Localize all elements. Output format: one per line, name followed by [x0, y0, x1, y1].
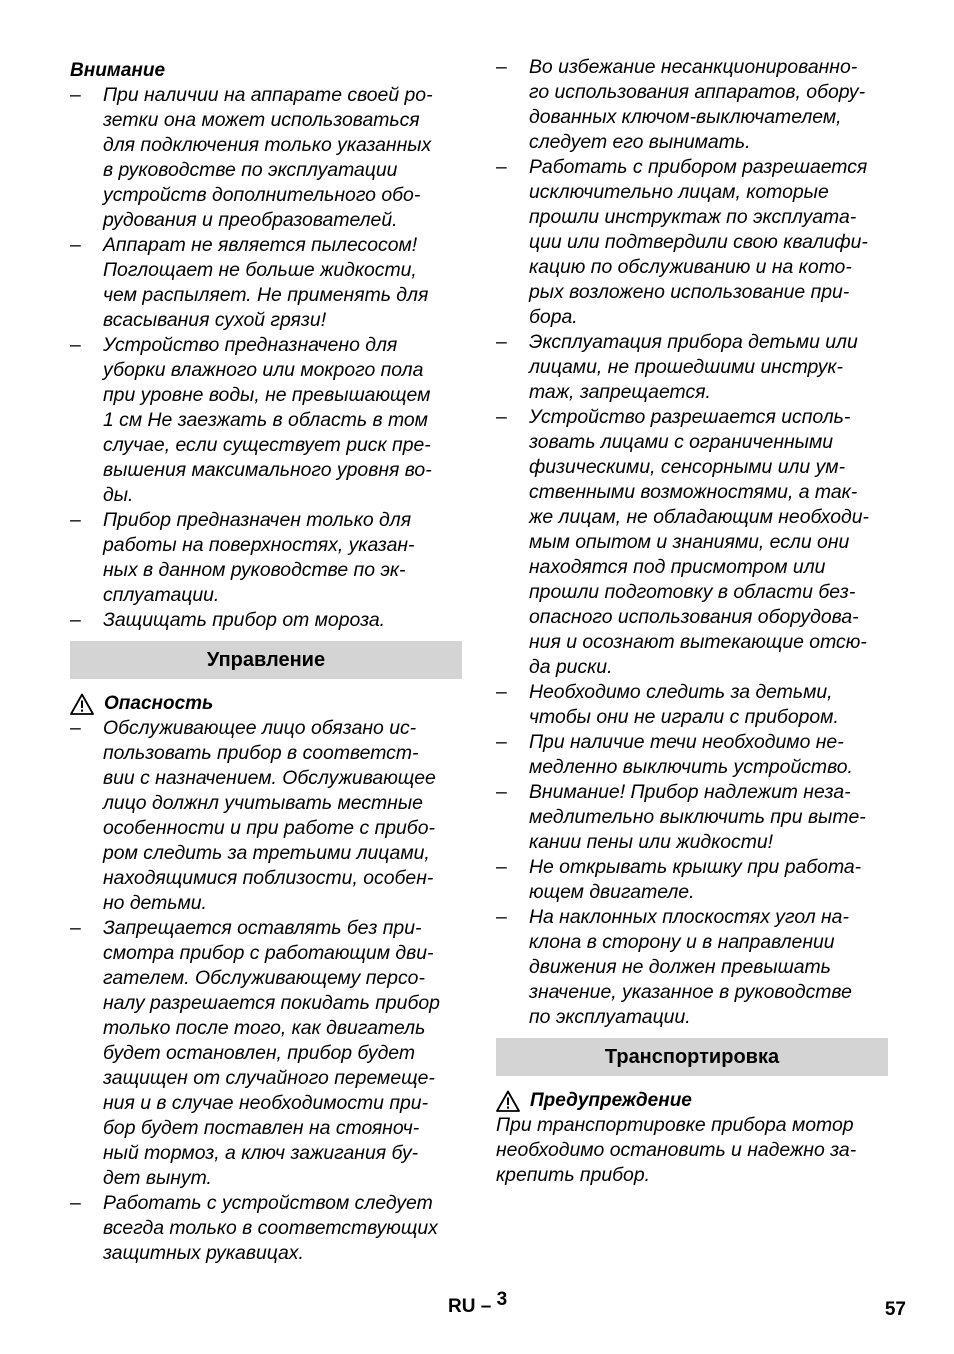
list-item-text: Защищать прибор от мороза. [103, 609, 386, 631]
list-item-text: Эксплуатация прибора детьми или лицами, не прошедшими инструк- таж, запрещается. [529, 331, 858, 403]
list-item [496, 905, 888, 1030]
dash-bullet: – [496, 906, 507, 928]
list-item-text: Устройство предназначено для уборки влажного или мокрого пола при уровне воды, не превышающем 1 см Не заезжать в область в том случае, если существует риск пре- вышения максимального уровня во- ды. [103, 334, 432, 506]
list-item [496, 680, 888, 730]
list-item [496, 855, 888, 905]
attention-heading: Внимание [70, 60, 166, 81]
footer-section-label [448, 1289, 508, 1318]
dash-bullet: – [496, 156, 507, 178]
dash-bullet: – [496, 781, 507, 803]
dash-bullet: – [70, 1192, 81, 1214]
warning-paragraph: При транспортировке прибора мотор необходимо остановить и надежно за- крепить прибор. [496, 1114, 857, 1186]
list-item [496, 730, 888, 780]
dash-bullet: – [496, 681, 507, 703]
list-item-text: При наличии на аппарате своей ро- зетки она может использоваться для подключения только указанных в руководстве по эксплуатации устройств дополнительного обо- рудования и преобразователей. [103, 84, 433, 231]
dash-bullet: – [496, 856, 507, 878]
list-item-text: Аппарат не является пылесосом! Поглощает не больше жидкости, чем распыляет. Не применять для всасывания сухой грязи! [103, 234, 429, 331]
list-item-text: Во избежание несанкционированно- го использования аппаратов, обору- дованных ключом-выключателем, следует его вынимать. [529, 56, 866, 153]
right-column [496, 55, 888, 1188]
list-item-text: Прибор предназначен только для работы на поверхностях, указан- ных в данном руководстве по эк- сплуатации. [103, 509, 415, 606]
footer-section-page: 3 [496, 1289, 508, 1310]
danger-heading-row [70, 691, 462, 716]
list-item [496, 55, 888, 155]
list-item [70, 1191, 462, 1266]
list-item-text: Работать с устройством следует всегда только в соответствующих защитных рукавицах. [103, 1192, 438, 1264]
dash-bullet: – [70, 609, 81, 631]
list-item [70, 333, 462, 508]
list-item-text: Внимание! Прибор надлежит неза- медлительно выключить при выте- кании пены или жидкости! [529, 781, 866, 853]
dash-bullet: – [496, 731, 507, 753]
footer-lang: RU – [448, 1296, 492, 1317]
warning-triangle-icon [70, 693, 94, 715]
list-item-text: На наклонных плоскостях угол на- клона в сторону и в направлении движения не должен превышать значение, указанное в руководстве по эксплуатации. [529, 906, 852, 1028]
dash-bullet: – [70, 84, 81, 106]
list-item [70, 716, 462, 916]
list-item [70, 233, 462, 333]
list-item-text: Не открывать крышку при работа- ющем двигателе. [529, 856, 862, 903]
list-item [496, 780, 888, 855]
list-item-text: Необходимо следить за детьми, чтобы они не играли с прибором. [529, 681, 839, 728]
section-heading-transport: Транспортировка [496, 1038, 888, 1076]
dash-bullet: – [70, 509, 81, 531]
warning-heading-row [496, 1088, 888, 1113]
list-item [496, 405, 888, 680]
dash-bullet: – [496, 406, 507, 428]
list-item [70, 508, 462, 608]
list-item-text: Работать с прибором разрешается исключительно лицам, которые прошли инструктаж по эксплуата- ции или подтвердили свою квалифи- кацию по обслуживанию и на кото- рых возложено использование при- бора. [529, 156, 868, 328]
list-item [70, 608, 462, 633]
dash-bullet: – [496, 56, 507, 78]
dash-bullet: – [70, 717, 81, 739]
list-item-text: Запрещается оставлять без при- смотра прибор с работающим дви- гателем. Обслуживающему персо- налу разрешается покидать прибор только после того, как двигатель будет остановлен, прибор будет защищен от случайного перемеще- ния и в случае необходимости при- бор будет поставлен на стояноч- ный тормоз, а ключ зажигания бу- дет вынут. [103, 917, 440, 1189]
dash-bullet: – [496, 331, 507, 353]
dash-bullet: – [70, 334, 81, 356]
warning-triangle-icon [496, 1090, 520, 1112]
section-heading-operation: Управление [70, 641, 462, 679]
list-item [70, 83, 462, 233]
page-number: 57 [884, 1299, 906, 1320]
dash-bullet: – [70, 234, 81, 256]
danger-list [70, 716, 462, 1266]
danger-heading: Опасность [104, 693, 214, 714]
list-item [496, 155, 888, 330]
left-column [70, 55, 462, 1266]
list-item [70, 916, 462, 1191]
list-item-text: Обслуживающее лицо обязано ис- пользовать прибор в соответст- вии с назначением. Обслуживающее лицо должнл учитывать местные особенности и при работе с прибо- ром следить за третьими лицами, находящимися поблизости, особен- но детьми. [103, 717, 436, 914]
warning-heading: Предупреждение [530, 1090, 692, 1111]
list-item-text: При наличие течи необходимо не- медленно выключить устройство. [529, 731, 853, 778]
list-item [496, 330, 888, 405]
dash-bullet: – [70, 917, 81, 939]
safety-list [496, 55, 888, 1030]
list-item-text: Устройство разрешается исполь- зовать лицами с ограниченными физическими, сенсорными или ум- ственными возможностями, а так- же лицам, не обладающим необходи- мым опытом и знаниями, если они находятся под присмотром или прошли подготовку в области без- опасного использования оборудова- ния и осознают вытекающие отсю- да риски. [529, 406, 869, 678]
attention-list [70, 83, 462, 633]
